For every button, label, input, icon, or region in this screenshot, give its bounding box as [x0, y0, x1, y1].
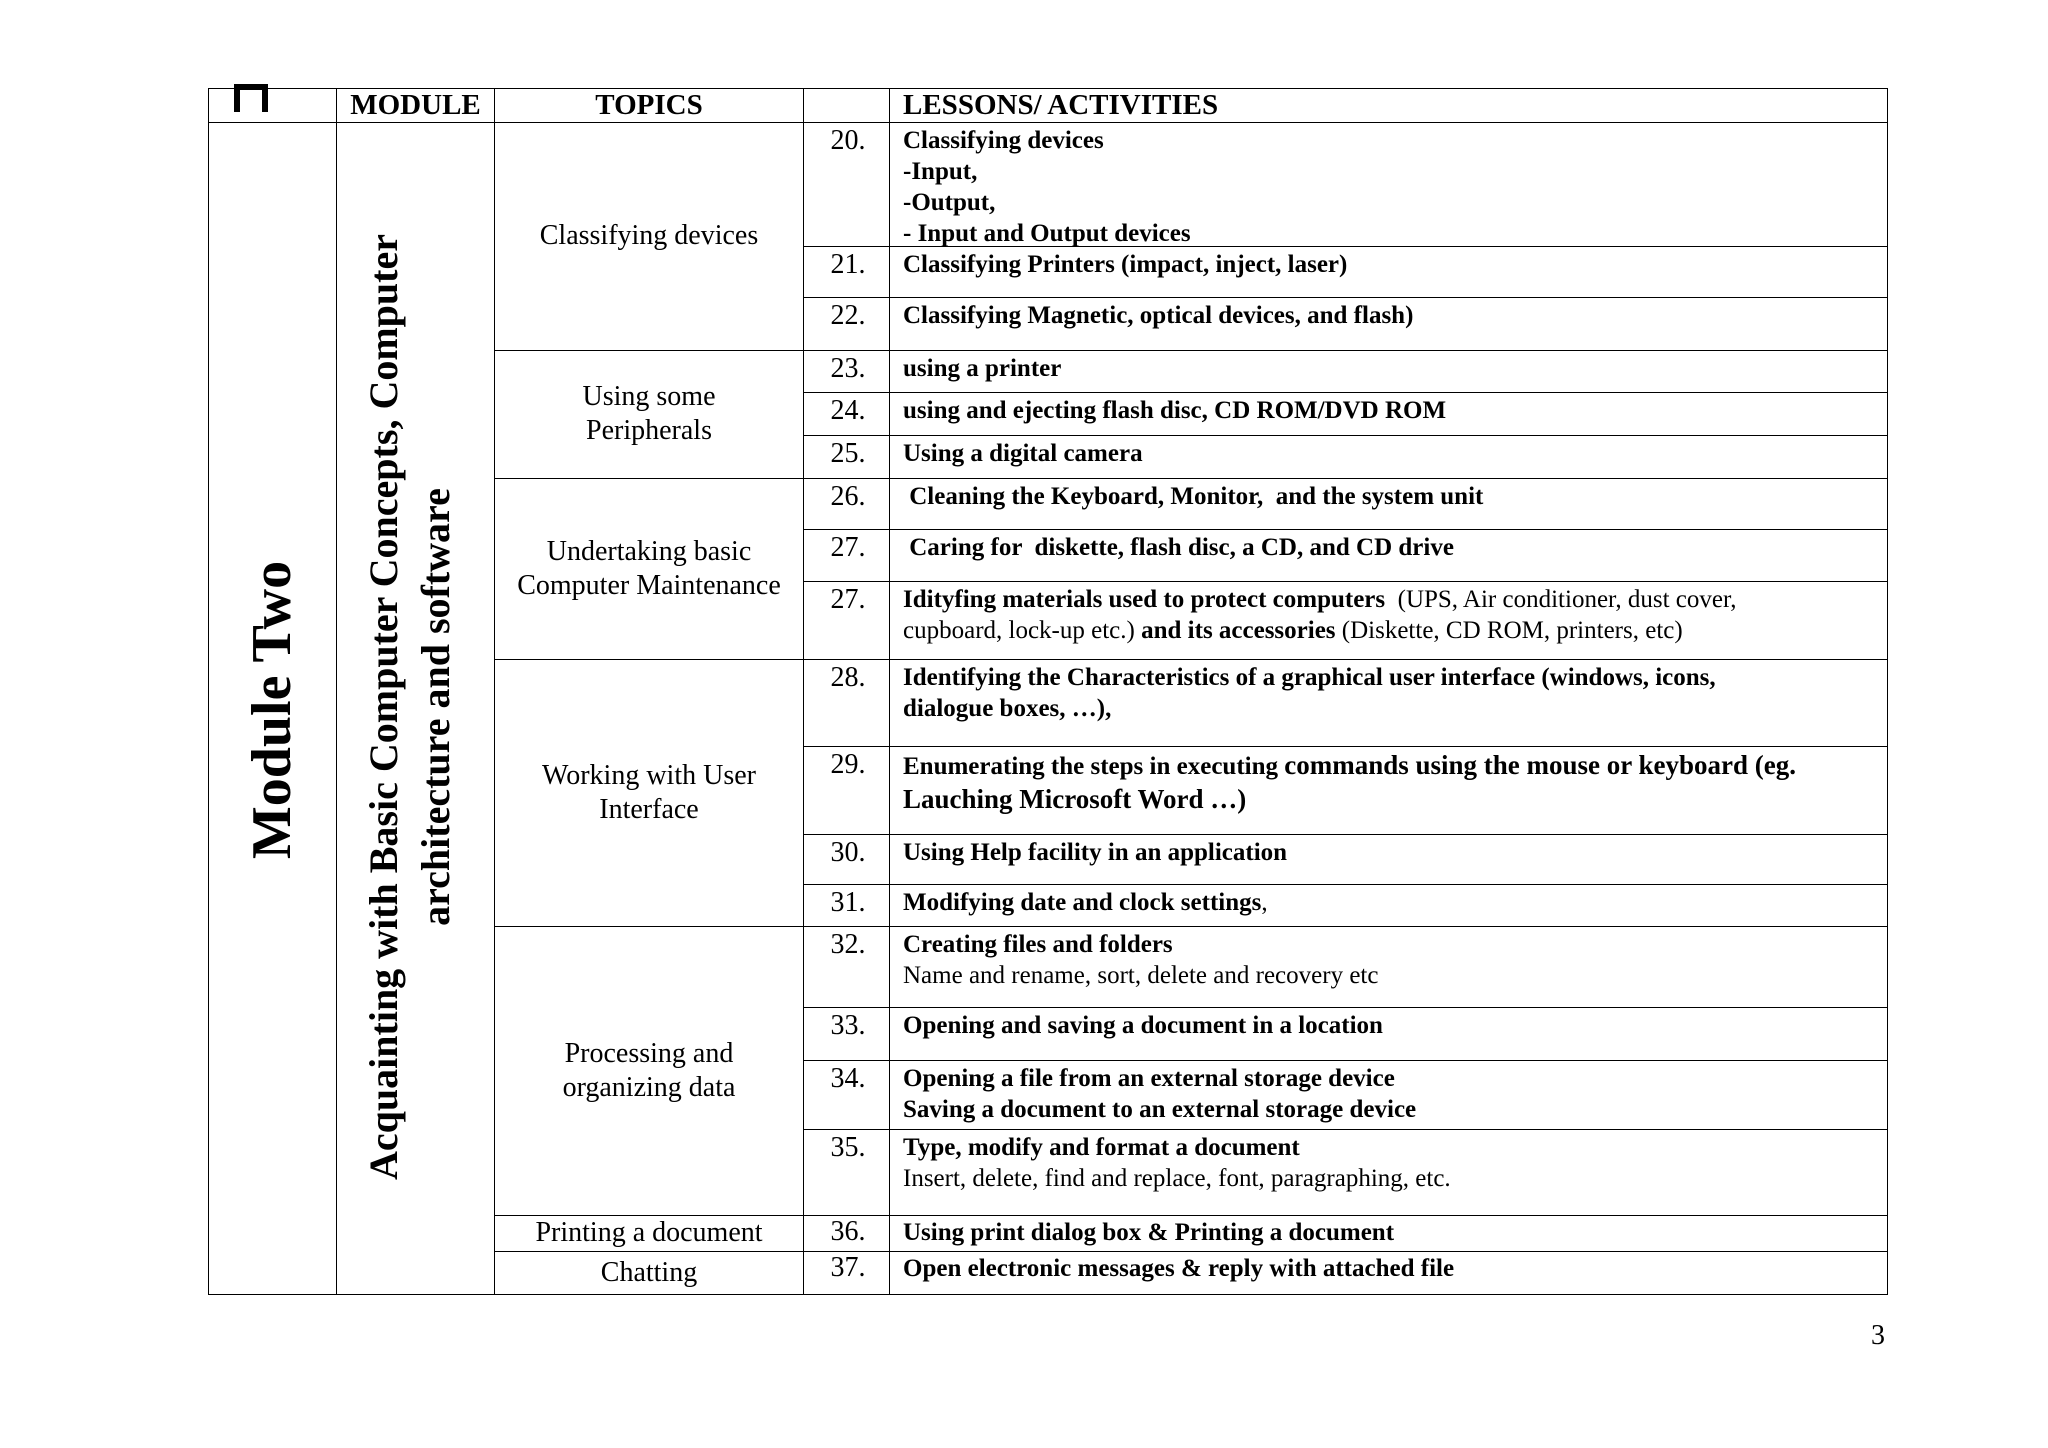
lesson-line: Open electronic messages & reply with attached file [903, 1255, 1455, 1282]
lesson-digital-camera [903, 435, 1883, 469]
lesson-number: 20. [830, 125, 866, 156]
lesson-segment: Enumerating the steps in executing [903, 753, 1285, 780]
lesson-segment: , [1261, 889, 1268, 916]
lesson-line: Opening a file from an external storage device [903, 1065, 1395, 1092]
lesson-line: Opening and saving a document in a location [903, 1012, 1383, 1039]
lesson-number: 30. [830, 837, 866, 868]
topic-processing-data: Processing and organizing data [562, 1037, 736, 1103]
lesson-line: Caring for diskette, flash disc, a CD, and CD drive [903, 534, 1454, 561]
lesson-format-document [903, 1129, 1883, 1194]
lesson-number: 28. [830, 662, 866, 693]
lesson-number: 36. [830, 1216, 866, 1247]
module-title-line1: Acquainting with Basic Computer Concepts, Computer [361, 234, 406, 1180]
header-lessons: LESSONS/ ACTIVITIES [903, 88, 1219, 121]
lesson-flash-disc [903, 392, 1883, 426]
lesson-number: 24. [830, 395, 866, 426]
lesson-line: -Input, [903, 158, 978, 185]
lesson-number: 23. [830, 353, 866, 384]
lesson-line: -Output, [903, 189, 996, 216]
module-name: Module Two [241, 560, 303, 860]
topic-classifying-devices: Classifying devices [539, 220, 759, 251]
col-rule-3 [803, 88, 804, 1295]
page-number: 3 [1871, 1320, 1885, 1351]
lesson-segment: Modifying date and clock settings [903, 889, 1262, 916]
module-title [358, 177, 468, 1237]
lesson-line: Classifying Magnetic, optical devices, and flash) [903, 302, 1414, 329]
lesson-line: Using print dialog box & Printing a document [903, 1219, 1395, 1246]
lesson-line: using a printer [903, 355, 1062, 382]
lesson-line: Using Help facility in an application [903, 839, 1288, 866]
lesson-segment: Idityfing materials used to protect computers [903, 586, 1386, 613]
lesson-line: dialogue boxes, …), [903, 695, 1112, 722]
lesson-segment: and its accessories [1141, 617, 1336, 644]
lesson-number: 34. [830, 1063, 866, 1094]
lesson-segment: commands using the mouse or keyboard (eg. Lauching Microsoft Word …) [903, 750, 1797, 814]
topic-chatting: Chatting [600, 1257, 698, 1288]
lesson-line: Classifying devices [903, 127, 1104, 154]
lesson-saving-document [903, 1007, 1883, 1041]
lesson-protect-materials [903, 581, 1823, 646]
lesson-number: 21. [830, 249, 866, 280]
topic-using-peripherals: Using some Peripherals [582, 381, 716, 446]
lesson-segment: (Diskette, CD ROM, printers, etc) [1335, 617, 1683, 644]
lesson-line: Classifying Printers (impact, inject, laser) [903, 251, 1348, 278]
lesson-number: 32. [830, 929, 866, 960]
lesson-classifying-printers [903, 246, 1883, 280]
lesson-line: Name and rename, sort, delete and recovery etc [903, 962, 1379, 989]
header-topics: TOPICS [595, 88, 703, 121]
lesson-help-facility [903, 834, 1883, 868]
lesson-number: 26. [830, 481, 866, 512]
lesson-classifying-magnetic [903, 297, 1883, 331]
lesson-caring [903, 529, 1883, 563]
lesson-line: Cleaning the Keyboard, Monitor, and the system unit [903, 483, 1484, 510]
lesson-gui-characteristics [903, 659, 1883, 724]
lesson-number: 35. [830, 1132, 866, 1163]
lesson-number: 27. [830, 584, 866, 615]
lesson-files-folders [903, 926, 1883, 991]
lesson-number: 29. [830, 749, 866, 780]
lesson-line: Type, modify and format a document [903, 1134, 1300, 1161]
lesson-line: Identifying the Characteristics of a graphical user interface (windows, icons, [903, 664, 1716, 691]
topic-computer-maintenance: Undertaking basic Computer Maintenance [517, 535, 781, 601]
lesson-external-storage [903, 1060, 1883, 1125]
clipped-heading-fragment [232, 80, 272, 120]
header-module: MODULE [350, 88, 481, 121]
lesson-cleaning [903, 478, 1883, 512]
lesson-line: Insert, delete, find and replace, font, paragraphing, etc. [903, 1165, 1451, 1192]
lesson-number: 27. [830, 532, 866, 563]
lesson-segment: (UPS, Air conditioner, dust cover, cupboard, lock-up etc.) [903, 586, 1743, 644]
lesson-number: 25. [830, 438, 866, 469]
lesson-number: 22. [830, 300, 866, 331]
lesson-line: using and ejecting flash disc, CD ROM/DVD ROM [903, 397, 1447, 424]
col-rule-1 [336, 88, 337, 1295]
lesson-print-dialog [903, 1215, 1883, 1248]
lesson-line: Saving a document to an external storage device [903, 1096, 1417, 1123]
lesson-classifying-devices [903, 122, 1883, 249]
lesson-number: 33. [830, 1010, 866, 1041]
lesson-number: 37. [830, 1252, 866, 1283]
lesson-line: Using a digital camera [903, 440, 1143, 467]
topic-printing-document: Printing a document [535, 1217, 763, 1248]
lesson-line: - Input and Output devices [903, 220, 1191, 247]
topic-user-interface: Working with User Interface [542, 759, 756, 825]
lesson-electronic-messages [903, 1251, 1883, 1284]
lesson-number: 31. [830, 887, 866, 918]
lesson-executing-commands [903, 746, 1863, 817]
module-title-line2: architecture and software [413, 488, 458, 926]
lesson-line: Creating files and folders [903, 931, 1173, 958]
lesson-using-printer [903, 350, 1883, 384]
lesson-date-clock [903, 884, 1883, 918]
